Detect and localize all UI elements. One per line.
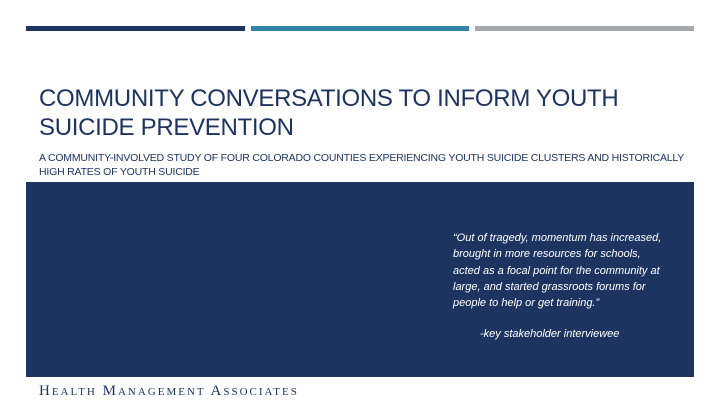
- accent-stripe-navy: [26, 26, 245, 31]
- slide-title: COMMUNITY CONVERSATIONS TO INFORM YOUTH SUICIDE PREVENTION: [39, 85, 619, 141]
- stakeholder-quote: “Out of tragedy, momentum has increased, brought in more resources for schools, acted as a focal point for the community at large, and started grassroots forums for people to help or get training.”: [453, 232, 662, 310]
- slide-subtitle: A COMMUNITY-INVOLVED STUDY OF FOUR COLORADO COUNTIES EXPERIENCING YOUTH SUICIDE CLUSTERS AND HISTORICALLY HIGH RATES OF YOUTH SUICIDE: [39, 152, 684, 178]
- accent-stripe-gray: [475, 26, 694, 31]
- quote-attribution: -key stakeholder interviewee: [480, 328, 620, 340]
- accent-stripe-teal: [251, 26, 469, 31]
- organization-footer: Health Management Associates: [39, 383, 299, 399]
